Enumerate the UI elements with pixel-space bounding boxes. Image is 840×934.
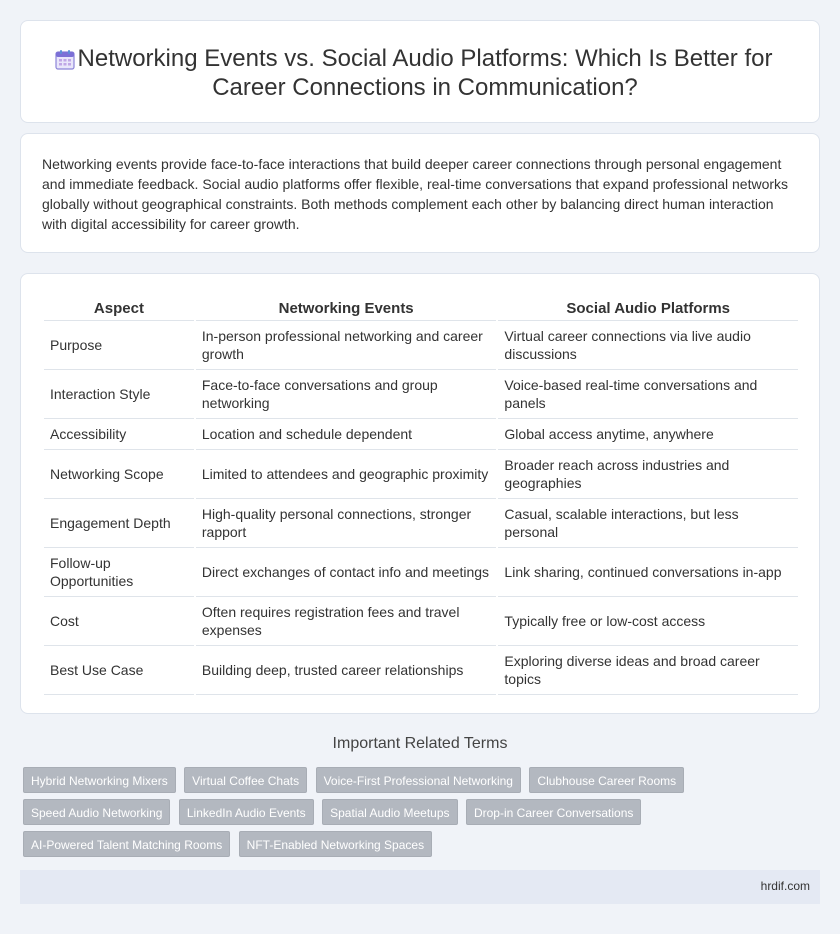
table-cell: Voice-based real-time conversations and panels bbox=[497, 369, 798, 418]
table-cell: Interaction Style bbox=[43, 369, 195, 418]
table-cell: Virtual career connections via live audio discussions bbox=[497, 320, 798, 369]
related-term-tag[interactable]: Drop-in Career Conversations bbox=[466, 799, 641, 825]
table-cell: Face-to-face conversations and group networking bbox=[195, 369, 498, 418]
table-cell: In-person professional networking and career growth bbox=[195, 320, 498, 369]
related-terms-title: Important Related Terms bbox=[332, 735, 508, 752]
footer bbox=[20, 870, 820, 904]
footer-site-link[interactable]: hrdif.com bbox=[760, 879, 810, 893]
table-cell: Global access anytime, anywhere bbox=[497, 418, 798, 449]
table-row bbox=[43, 645, 798, 694]
related-terms-list bbox=[23, 767, 813, 863]
table-row bbox=[43, 547, 798, 596]
table-cell: Accessibility bbox=[43, 418, 195, 449]
intro-card bbox=[20, 133, 820, 253]
table-header-row bbox=[43, 294, 798, 320]
table-cell: Follow-up Opportunities bbox=[43, 547, 195, 596]
table-cell: Typically free or low-cost access bbox=[497, 596, 798, 645]
table-row bbox=[43, 498, 798, 547]
table-row bbox=[43, 449, 798, 498]
table-row bbox=[43, 320, 798, 369]
table-cell: Engagement Depth bbox=[43, 498, 195, 547]
header-social-audio: Social Audio Platforms bbox=[497, 294, 798, 320]
page-title: Networking Events vs. Social Audio Platforms: Which Is Better for Career Connections in Communication? bbox=[77, 45, 773, 101]
table-cell: Link sharing, continued conversations in-app bbox=[497, 547, 798, 596]
header-aspect: Aspect bbox=[43, 294, 195, 320]
table-cell: Broader reach across industries and geographies bbox=[497, 449, 798, 498]
comparison-table bbox=[42, 294, 798, 695]
table-cell: Direct exchanges of contact info and meetings bbox=[195, 547, 498, 596]
related-term-tag[interactable]: LinkedIn Audio Events bbox=[179, 799, 314, 825]
table-row bbox=[43, 418, 798, 449]
comparison-card bbox=[20, 273, 820, 714]
table-cell: Best Use Case bbox=[43, 645, 195, 694]
related-term-tag[interactable]: Speed Audio Networking bbox=[23, 799, 170, 825]
title-card bbox=[20, 20, 820, 123]
table-cell: Cost bbox=[43, 596, 195, 645]
related-term-tag[interactable]: AI-Powered Talent Matching Rooms bbox=[23, 831, 230, 857]
related-term-tag[interactable]: Clubhouse Career Rooms bbox=[529, 767, 684, 793]
intro-paragraph: Networking events provide face-to-face interactions that build deeper career connections through personal engagement and immediate feedback. Social audio platforms offer flexible, real-time conversations that expand professional networks globally without geographical constraints. Both methods complement each other by balancing direct human interaction with digital accessibility for career growth. bbox=[42, 156, 789, 232]
related-term-tag[interactable]: Virtual Coffee Chats bbox=[184, 767, 307, 793]
related-term-tag[interactable]: Spatial Audio Meetups bbox=[322, 799, 457, 825]
table-cell: Networking Scope bbox=[43, 449, 195, 498]
table-cell: Building deep, trusted career relationships bbox=[195, 645, 498, 694]
related-term-tag[interactable]: NFT-Enabled Networking Spaces bbox=[239, 831, 432, 857]
table-cell: Exploring diverse ideas and broad career topics bbox=[497, 645, 798, 694]
table-cell: Casual, scalable interactions, but less personal bbox=[497, 498, 798, 547]
table-cell: Purpose bbox=[43, 320, 195, 369]
table-cell: Often requires registration fees and travel expenses bbox=[195, 596, 498, 645]
table-cell: High-quality personal connections, stronger rapport bbox=[195, 498, 498, 547]
table-cell: Limited to attendees and geographic proximity bbox=[195, 449, 498, 498]
related-term-tag[interactable]: Voice-First Professional Networking bbox=[316, 767, 521, 793]
table-row bbox=[43, 596, 798, 645]
table-cell: Location and schedule dependent bbox=[195, 418, 498, 449]
table-row bbox=[43, 369, 798, 418]
header-networking-events: Networking Events bbox=[195, 294, 498, 320]
related-term-tag[interactable]: Hybrid Networking Mixers bbox=[23, 767, 176, 793]
